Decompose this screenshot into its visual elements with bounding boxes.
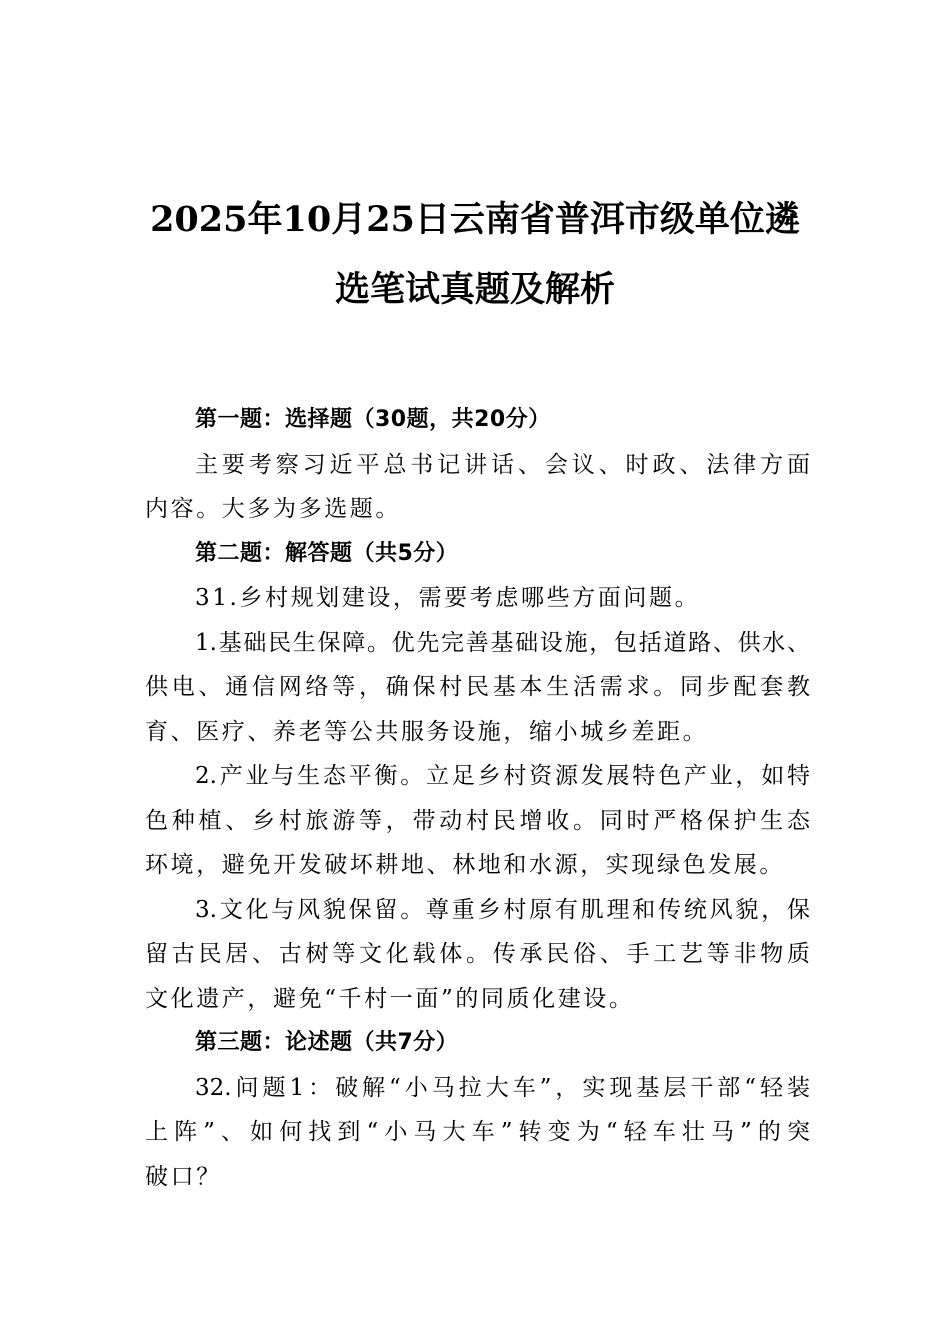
paragraph-line: 环境，避免开发破坏耕地、林地和水源，实现绿色发展。	[145, 852, 785, 878]
paragraph-line: 32.问题1：破解“小马拉大车”，实现基层干部“轻装	[195, 1074, 810, 1101]
section-heading: 第三题：论述题（共7分）	[195, 1030, 459, 1055]
paragraph-line: 3.文化与风貌保留。尊重乡村原有肌理和传统风貌，保	[195, 896, 810, 923]
document-title-line-1: 2025年10月25日云南省普洱市级单位遴	[150, 199, 800, 240]
paragraph-line: 上阵”、如何找到“小马大车”转变为“轻车壮马”的突	[145, 1119, 810, 1145]
section-heading: 第一题：选择题（30题，共20分）	[195, 407, 551, 432]
paragraph-line: 主要考察习近平总书记讲话、会议、时政、法律方面	[195, 451, 810, 478]
section-heading: 第二题：解答题（共5分）	[195, 540, 459, 566]
paragraph-line: 破口？	[145, 1163, 222, 1190]
paragraph-line: 2.产业与生态平衡。立足乡村资源发展特色产业，如特	[195, 763, 810, 789]
paragraph-line: 供电、通信网络等，确保村民基本生活需求。同步配套教	[145, 674, 810, 700]
paragraph-line: 文化遗产，避免“千村一面”的同质化建设。	[145, 985, 635, 1012]
paragraph-line: 内容。大多为多选题。	[145, 496, 401, 522]
paragraph-line: 育、医疗、养老等公共服务设施，缩小城乡差距。	[145, 718, 709, 745]
document-body	[145, 398, 810, 1199]
paragraph-line: 1.基础民生保障。优先完善基础设施，包括道路、供水、	[195, 629, 810, 656]
paragraph-line: 留古民居、古树等文化载体。传承民俗、手工艺等非物质	[145, 941, 810, 967]
document-title-line-2: 选笔试真题及解析	[334, 269, 615, 310]
paragraph-line: 色种植、乡村旅游等，带动村民增收。同时严格保护生态	[145, 807, 810, 834]
paragraph-line: 31.乡村规划建设，需要考虑哪些方面问题。	[195, 585, 701, 611]
